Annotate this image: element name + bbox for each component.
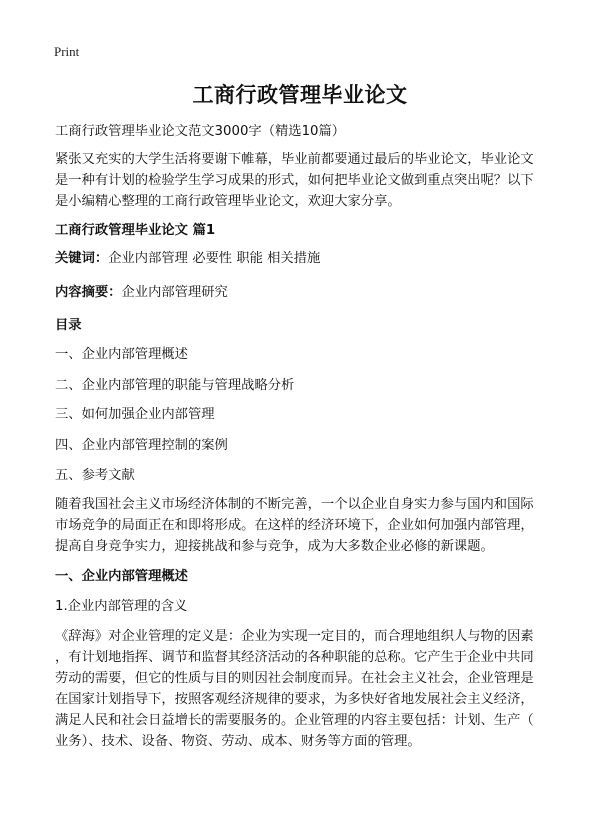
body-line: 劳动的需要，但它的性质与目的则因社会制度而异。在社会主义社会，企业管理是 xyxy=(55,671,534,686)
abstract-value: 企业内部管理研究 xyxy=(121,285,228,300)
body-line: 《辞海》对企业管理的定义是：企业为实现一定目的，而合理地组织人与物的因素 xyxy=(55,629,534,644)
toc-item: 三、如何加强企业内部管理 xyxy=(55,407,215,422)
body-paragraph xyxy=(55,494,555,557)
toc-item: 四、企业内部管理控制的案例 xyxy=(55,438,228,453)
toc-item: 二、企业内部管理的职能与管理战略分析 xyxy=(55,378,295,393)
body-line: 满足人民和社会日益增长的需要服务的。企业管理的内容主要包括：计划、生产（ xyxy=(55,713,534,728)
toc-item: 一、企业内部管理概述 xyxy=(55,347,188,362)
intro-paragraph xyxy=(55,149,555,212)
body-line: ，有计划地指挥、调节和监督其经济活动的各种职能的总称。它产生于企业中共同 xyxy=(55,650,534,665)
abstract-line xyxy=(55,282,555,303)
article-heading: 工商行政管理毕业论文 篇1 xyxy=(55,223,216,238)
body-line: 市场竞争的局面正在和即将形成。在这样的经济环境下，企业如何加强内部管理， xyxy=(55,518,534,533)
body-line: 提高自身竞争实力，迎接挑战和参与竞争，成为大多数企业必修的新课题。 xyxy=(55,539,494,554)
intro-line: 是小编精心整理的工商行政管理毕业论文，欢迎大家分享。 xyxy=(55,194,401,209)
document-subtitle: 工商行政管理毕业论文范文3000字（精选10篇） xyxy=(55,124,346,139)
intro-line: 紧张又充实的大学生活将要谢下帷幕，毕业前都要通过最后的毕业论文，毕业论文 xyxy=(55,152,534,167)
abstract-label: 内容摘要： xyxy=(55,285,122,300)
subsection-heading: 1.企业内部管理的含义 xyxy=(55,599,188,614)
document-title: 工商行政管理毕业论文 xyxy=(192,83,408,107)
body-line: 业务）、技术、设备、物资、劳动、成本、财务等方面的管理。 xyxy=(55,734,421,749)
toc-heading: 目录 xyxy=(55,318,82,333)
keywords-line xyxy=(55,248,555,269)
keywords-label: 关键词： xyxy=(55,251,109,266)
body-line: 在国家计划指导下，按照客观经济规律的要求，为多快好省地发展社会主义经济， xyxy=(55,692,534,707)
keywords-value: 企业内部管理 必要性 职能 相关措施 xyxy=(108,251,321,266)
section-heading: 一、企业内部管理概述 xyxy=(55,569,188,584)
intro-line: 是一种有计划的检验学生学习成果的形式，如何把毕业论文做到重点突出呢？以下 xyxy=(55,173,534,188)
toc-item: 五、参考文献 xyxy=(55,468,135,483)
body-line: 随着我国社会主义市场经济体制的不断完善，一个以企业自身实力参与国内和国际 xyxy=(55,497,534,512)
print-link[interactable]: Print xyxy=(54,44,80,59)
body-paragraph xyxy=(55,626,555,752)
